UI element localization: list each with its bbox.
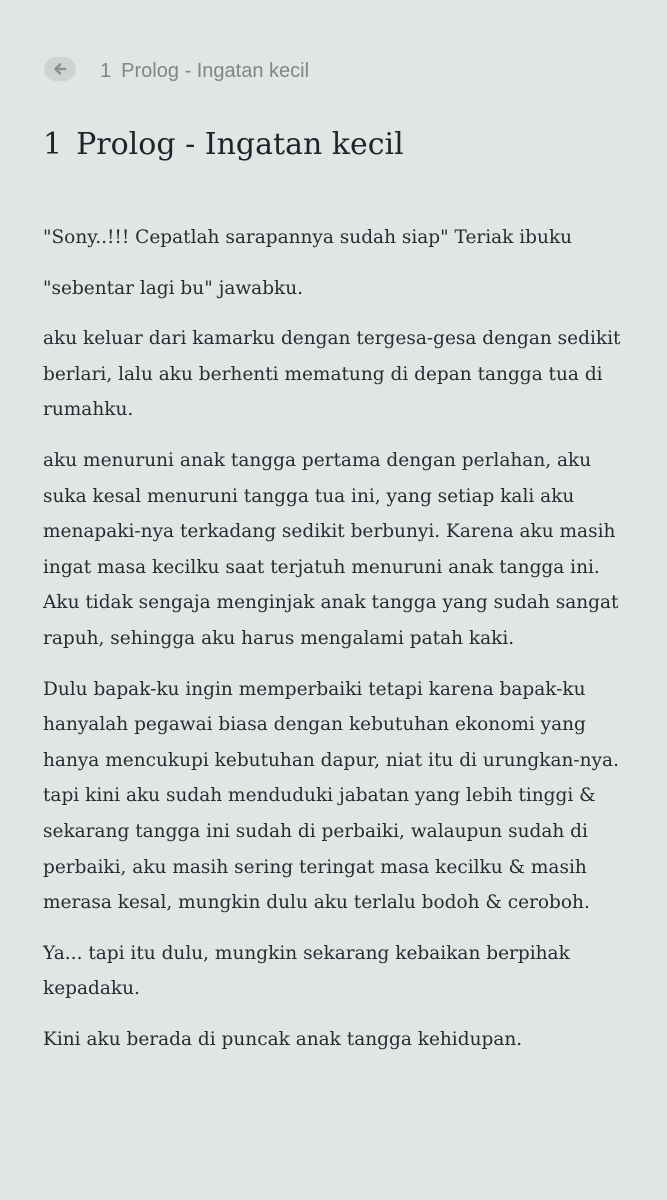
story-paragraph: "sebentar lagi bu" jawabku.	[43, 277, 304, 299]
story-paragraph: Dulu bapak-ku ingin memperbaiki tetapi karena bapak-ku hanyalah pegawai biasa dengan kebutuhan ekonomi yang hanya mencukupi kebutuhan dapur, niat itu di urungkan-nya. tapi kini aku sudah menduduki jabatan yang lebih tinggi & sekarang tangga ini sudah di perbaiki, walaupun sudah di perbaiki, aku masih sering teringat masa kecilku & masih merasa kesal, mungkin dulu aku terlalu bodoh & ceroboh.	[43, 678, 619, 914]
story-paragraph: Kini aku berada di puncak anak tangga kehidupan.	[43, 1028, 523, 1050]
story-paragraph: aku keluar dari kamarku dengan tergesa-gesa dengan sedikit berlari, lalu aku berhenti mematung di depan tangga tua di rumahku.	[43, 328, 621, 421]
story-paragraph: Ya... tapi itu dulu, mungkin sekarang kebaikan berpihak kepadaku.	[43, 942, 570, 1000]
breadcrumb-chapter-number: 1	[100, 60, 112, 82]
arrow-left-icon	[52, 61, 68, 77]
story-paragraph: aku menuruni anak tangga pertama dengan perlahan, aku suka kesal menuruni tangga tua ini, yang setiap kali aku menapaki-nya terkadang sedikit berbunyi. Karena aku masih ingat masa kecilku saat terjatuh menuruni anak tangga ini. Aku tidak sengaja menginjak anak tangga yang sudah sangat rapuh, sehingga aku harus mengalami patah kaki.	[43, 449, 619, 649]
chapter-number: 1	[43, 127, 63, 162]
story-paragraph: "Sony..!!! Cepatlah sarapannya sudah siap" Teriak ibuku	[43, 227, 573, 248]
chapter-heading	[43, 124, 404, 166]
breadcrumb-chapter-title: Prolog - Ingatan kecil	[121, 60, 310, 82]
chapter-body	[43, 220, 633, 1072]
breadcrumb-chapter	[100, 58, 309, 84]
chapter-title: Prolog - Ingatan kecil	[76, 127, 404, 162]
top-bar	[0, 0, 667, 110]
back-button[interactable]	[44, 57, 76, 81]
